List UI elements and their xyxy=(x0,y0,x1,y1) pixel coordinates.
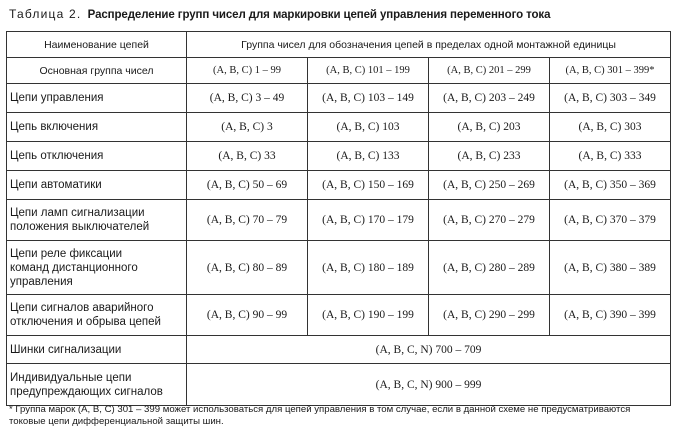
group-value: (A, B, C) 280 – 289 xyxy=(429,241,550,295)
group-value: (A, B, C) 90 – 99 xyxy=(187,295,308,336)
group-value: (A, B, C) 103 – 149 xyxy=(308,84,429,113)
table-row xyxy=(7,142,671,171)
group-value: (A, B, C) 303 – 349 xyxy=(550,84,671,113)
circuit-name-line: отключения и обрыва цепей xyxy=(10,316,161,328)
circuit-marking-table xyxy=(6,31,671,406)
main-group-row xyxy=(7,58,671,84)
circuit-name-line: Цепи управления xyxy=(10,92,104,104)
group-value: (A, B, C) 50 – 69 xyxy=(187,171,308,200)
table-row xyxy=(7,113,671,142)
circuit-name xyxy=(7,336,187,364)
footnote xyxy=(9,404,669,428)
group-value: (A, B, C) 390 – 399 xyxy=(550,295,671,336)
caption-label: Таблица 2. xyxy=(9,7,82,21)
group-value: (A, B, C) 333 xyxy=(550,142,671,171)
circuit-name xyxy=(7,142,187,171)
table-row-spanned xyxy=(7,364,671,406)
header-group-column: Группа чисел для обозначения цепей в пределах одной монтажной единицы xyxy=(187,32,671,58)
circuit-name-line: Цепи реле фиксации xyxy=(10,247,123,260)
group-value: (A, B, C) 350 – 369 xyxy=(550,171,671,200)
table-caption xyxy=(9,6,669,23)
group-value: (A, B, C) 70 – 79 xyxy=(187,200,308,241)
circuit-name-line: Цепи сигналов аварийного xyxy=(10,302,154,314)
circuit-name xyxy=(7,84,187,113)
circuit-name xyxy=(7,364,187,406)
group-value: (A, B, C) 3 – 49 xyxy=(187,84,308,113)
table-row xyxy=(7,84,671,113)
circuit-name-line: Цепь включения xyxy=(10,121,99,133)
main-group-value: (A, B, C) 101 – 199 xyxy=(308,58,429,84)
circuit-name-line: Цепи автоматики xyxy=(10,179,102,191)
main-group-label: Основная группа чисел xyxy=(7,58,187,84)
circuit-name xyxy=(7,241,187,295)
group-value: (A, B, C) 33 xyxy=(187,142,308,171)
group-value: (A, B, C) 290 – 299 xyxy=(429,295,550,336)
group-value: (A, B, C) 203 – 249 xyxy=(429,84,550,113)
main-group-value: (A, B, C) 201 – 299 xyxy=(429,58,550,84)
circuit-name xyxy=(7,200,187,241)
table-row xyxy=(7,241,671,295)
group-value: (A, B, C) 133 xyxy=(308,142,429,171)
group-value: (A, B, C) 303 xyxy=(550,113,671,142)
circuit-name-line: Индивидуальные цепи xyxy=(10,371,132,384)
circuit-name-line: положения выключателей xyxy=(10,221,150,233)
circuit-name xyxy=(7,113,187,142)
table-row xyxy=(7,295,671,336)
group-value: (A, B, C) 270 – 279 xyxy=(429,200,550,241)
group-value: (A, B, C) 80 – 89 xyxy=(187,241,308,295)
circuit-name xyxy=(7,171,187,200)
group-value: (A, B, C) 170 – 179 xyxy=(308,200,429,241)
group-value: (A, B, C) 180 – 189 xyxy=(308,241,429,295)
group-value: (A, B, C) 233 xyxy=(429,142,550,171)
circuit-name-line: управления xyxy=(10,275,73,288)
group-value: (A, B, C) 150 – 169 xyxy=(308,171,429,200)
circuit-name-line: Шинки сигнализации xyxy=(10,343,122,356)
table-row xyxy=(7,200,671,241)
table-row-spanned xyxy=(7,336,671,364)
group-value: (A, B, C) 190 – 199 xyxy=(308,295,429,336)
main-group-value: (A, B, C) 1 – 99 xyxy=(187,58,308,84)
group-value-spanned: (A, B, C, N) 900 – 999 xyxy=(187,364,671,406)
header-row xyxy=(7,32,671,58)
footnote-line: токовые цепи дифференциальной защиты шин. xyxy=(9,416,224,427)
group-value: (A, B, C) 3 xyxy=(187,113,308,142)
group-value-spanned: (A, B, C, N) 700 – 709 xyxy=(187,336,671,364)
circuit-name-line: предупреждающих сигналов xyxy=(10,385,163,398)
group-value: (A, B, C) 250 – 269 xyxy=(429,171,550,200)
main-group-value: (A, B, C) 301 – 399* xyxy=(550,58,671,84)
circuit-name-line: команд дистанционного xyxy=(10,261,138,274)
circuit-name xyxy=(7,295,187,336)
group-value: (A, B, C) 380 – 389 xyxy=(550,241,671,295)
caption-title: Распределение групп чисел для маркировки цепей управления переменного тока xyxy=(87,9,551,21)
circuit-name-line: Цепь отключения xyxy=(10,150,104,162)
circuit-name-line: Цепи ламп сигнализации xyxy=(10,207,145,219)
header-name-column: Наименование цепей xyxy=(7,32,187,58)
group-value: (A, B, C) 203 xyxy=(429,113,550,142)
group-value: (A, B, C) 370 – 379 xyxy=(550,200,671,241)
table-row xyxy=(7,171,671,200)
footnote-line: * Группа марок (A, B, C) 301 – 399 может использоваться для цепей управления в том случае, если в данной схеме не предусматриваются xyxy=(9,404,631,415)
group-value: (A, B, C) 103 xyxy=(308,113,429,142)
